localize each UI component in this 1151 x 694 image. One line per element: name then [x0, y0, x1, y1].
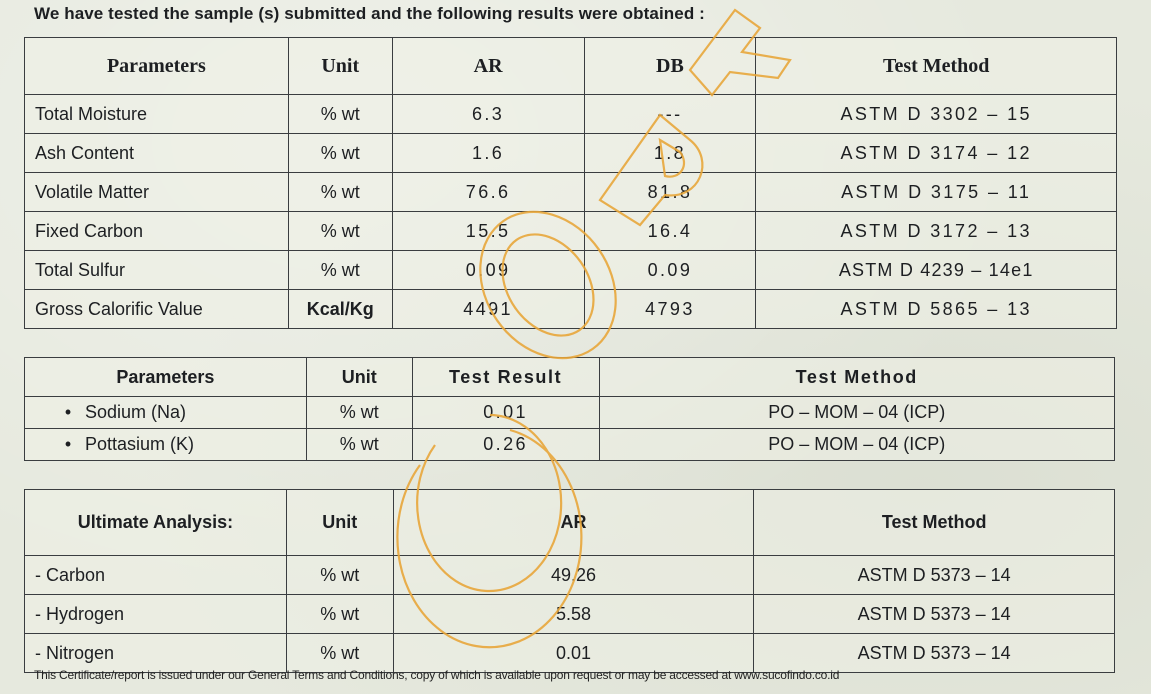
table-header-row	[25, 490, 1115, 556]
ar-cell: 0.09	[392, 251, 584, 290]
param-cell	[25, 429, 307, 461]
unit-cell: % wt	[306, 429, 412, 461]
table-row	[25, 397, 1115, 429]
table-row	[25, 251, 1117, 290]
method-cell: PO – MOM – 04 (ICP)	[599, 397, 1114, 429]
unit-cell: % wt	[288, 251, 392, 290]
method-cell: ASTM D 5373 – 14	[754, 595, 1115, 634]
bullet-icon: •	[64, 402, 72, 422]
header-ar: AR	[393, 490, 754, 556]
header-unit: Unit	[306, 358, 412, 397]
method-cell: ASTM D 3302 – 15	[756, 95, 1117, 134]
method-cell: PO – MOM – 04 (ICP)	[599, 429, 1114, 461]
results-heading: We have tested the sample (s) submitted and the following results were obtained :	[34, 4, 705, 23]
unit-cell: % wt	[288, 134, 392, 173]
header-test-method: Test Method	[754, 490, 1115, 556]
table-row	[25, 134, 1117, 173]
db-cell: 81.8	[584, 173, 756, 212]
unit-cell: % wt	[288, 173, 392, 212]
param-label: Pottasium (K)	[85, 434, 195, 454]
table-row	[25, 595, 1115, 634]
db-cell: 0.09	[584, 251, 756, 290]
method-cell: ASTM D 5865 – 13	[756, 290, 1117, 329]
footer-disclaimer: This Certificate/report is issued under our General Terms and Conditions, copy of which is available upon request or may be accessed at www.sucofindo.co.id	[34, 668, 840, 682]
unit-cell: % wt	[288, 212, 392, 251]
table-row	[25, 173, 1117, 212]
ar-cell: 5.58	[393, 595, 754, 634]
ar-cell: 49.26	[393, 556, 754, 595]
header-test-method: Test Method	[756, 38, 1117, 95]
unit-cell: Kcal/Kg	[288, 290, 392, 329]
param-cell: Gross Calorific Value	[25, 290, 289, 329]
table-row	[25, 556, 1115, 595]
ar-cell: 0.01	[393, 634, 754, 673]
param-cell: Fixed Carbon	[25, 212, 289, 251]
table-row	[25, 95, 1117, 134]
header-test-result: Test Result	[412, 358, 599, 397]
ar-cell: 6.3	[392, 95, 584, 134]
method-cell: ASTM D 3175 – 11	[756, 173, 1117, 212]
param-cell: Volatile Matter	[25, 173, 289, 212]
param-cell: Total Moisture	[25, 95, 289, 134]
table-header-row	[25, 358, 1115, 397]
proximate-analysis-table	[24, 37, 1117, 329]
method-cell: ASTM D 3174 – 12	[756, 134, 1117, 173]
unit-cell: % wt	[286, 595, 393, 634]
bullet-icon: •	[64, 434, 72, 454]
param-cell: - Carbon	[25, 556, 287, 595]
db-cell: 4793	[584, 290, 756, 329]
ar-cell: 76.6	[392, 173, 584, 212]
header-ar: AR	[392, 38, 584, 95]
method-cell: ASTM D 3172 – 13	[756, 212, 1117, 251]
result-cell: 0.26	[412, 429, 599, 461]
ar-cell: 4491	[392, 290, 584, 329]
param-cell	[25, 397, 307, 429]
db-cell: 16.4	[584, 212, 756, 251]
unit-cell: % wt	[306, 397, 412, 429]
method-cell: ASTM D 5373 – 14	[754, 556, 1115, 595]
header-db: DB	[584, 38, 756, 95]
method-cell: ASTM D 4239 – 14e1	[756, 251, 1117, 290]
param-cell: - Nitrogen	[25, 634, 287, 673]
method-cell: ASTM D 5373 – 14	[754, 634, 1115, 673]
table-row	[25, 290, 1117, 329]
header-parameters: Parameters	[25, 38, 289, 95]
unit-cell: % wt	[286, 634, 393, 673]
header-unit: Unit	[286, 490, 393, 556]
result-cell: 0.01	[412, 397, 599, 429]
param-cell: Ash Content	[25, 134, 289, 173]
header-parameters: Parameters	[25, 358, 307, 397]
ar-cell: 15.5	[392, 212, 584, 251]
unit-cell: % wt	[286, 556, 393, 595]
table-row	[25, 429, 1115, 461]
ultimate-analysis-table	[24, 489, 1115, 673]
ar-cell: 1.6	[392, 134, 584, 173]
db-cell: ---	[584, 95, 756, 134]
param-cell: Total Sulfur	[25, 251, 289, 290]
unit-cell: % wt	[288, 95, 392, 134]
header-ultimate-analysis: Ultimate Analysis:	[25, 490, 287, 556]
param-label: Sodium (Na)	[85, 402, 187, 422]
table-row	[25, 212, 1117, 251]
header-test-method: Test Method	[599, 358, 1114, 397]
header-unit: Unit	[288, 38, 392, 95]
minerals-table	[24, 357, 1115, 461]
db-cell: 1.8	[584, 134, 756, 173]
table-row	[25, 634, 1115, 673]
param-cell: - Hydrogen	[25, 595, 287, 634]
table-header-row	[25, 38, 1117, 95]
